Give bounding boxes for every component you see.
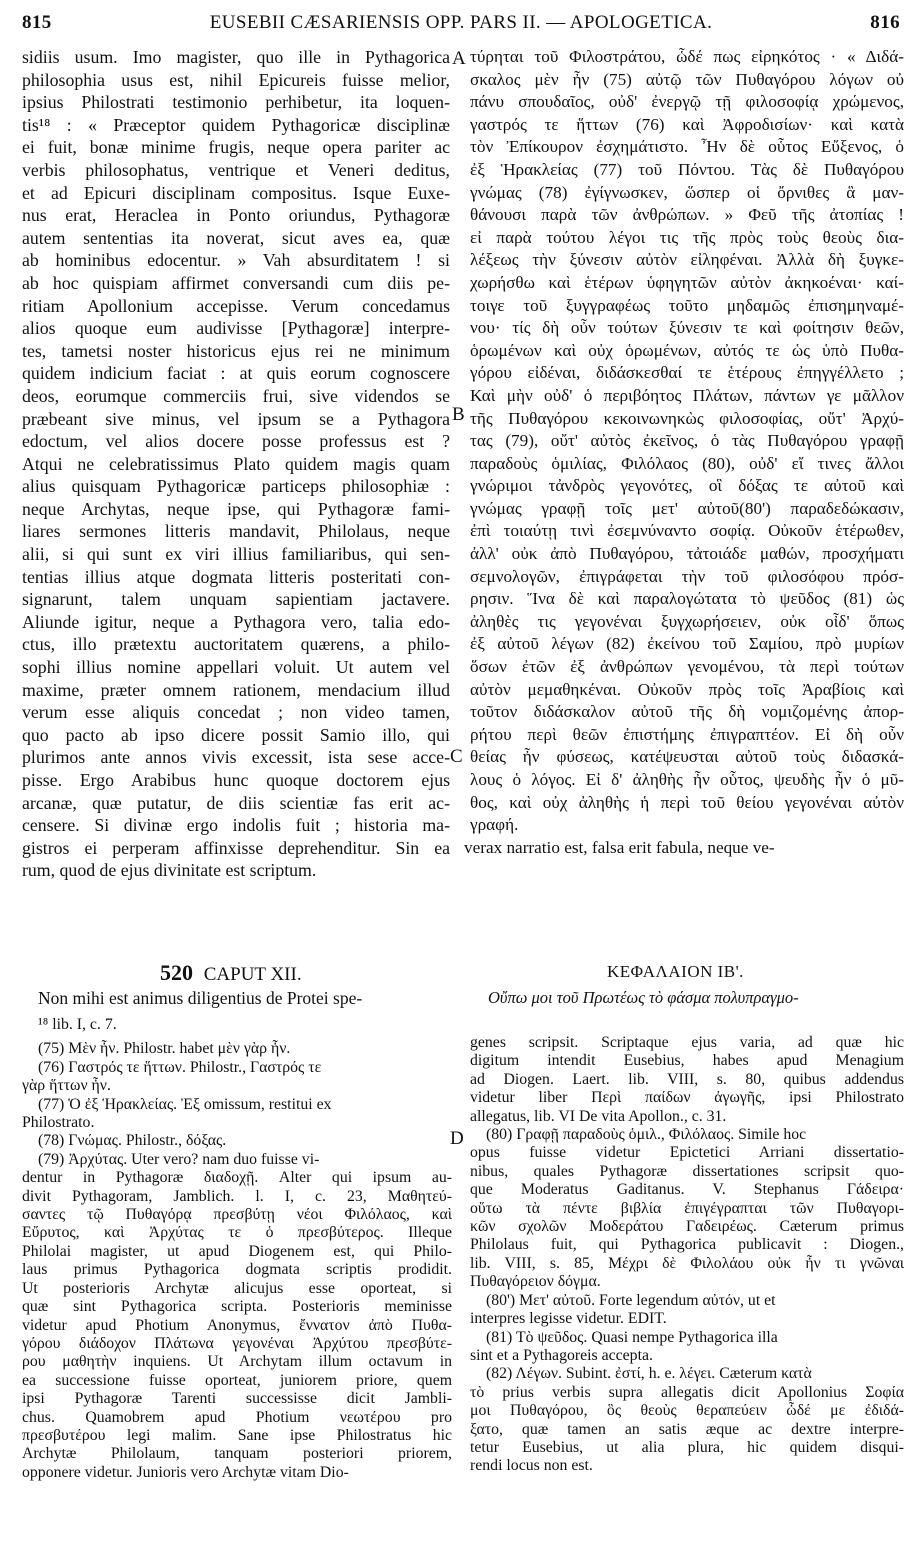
greek-text-line: τοῦτον διδάσκαλον αὐτοῦ τῆς δὴ νομιζομένης ἀπορ- xyxy=(470,702,904,722)
greek-text-line: ρησιν. Ἵνα δὲ καὶ παραλογώτατα τὸ ψεῦδος (81) ὡς xyxy=(470,589,904,609)
greek-text-line: νου· τίς δὴ οὖν τούτων ξύνεσιν τε καὶ φοίτησιν θεῶν, xyxy=(470,318,904,338)
margin-letter-b: B xyxy=(452,404,465,425)
latin-text-line: philosophia usus est, nihil Epicureis fuisse melior, xyxy=(22,69,450,90)
footnote-line: σαντες τῷ Πυθαγόρᾳ πρεσβύτῃ νέοι Φιλόλαος, καὶ xyxy=(22,1206,452,1224)
latin-text-line: ritiam Apollonium accepisse. Verum concedamus xyxy=(22,295,450,316)
footnote-line: (75) Μὲν ἦν. Philostr. habet μὲν γὰρ ἦν. xyxy=(38,1040,291,1058)
footnote-line: (80) Γραφῇ παραδοὺς ὁμιλ., Φιλόλαος. Simile hoc xyxy=(486,1126,807,1144)
footnote-line: sint et a Pythagoreis accepta. xyxy=(470,1346,653,1364)
footnote-line: ipsi Pythagoræ Tarenti successisse dicit Jambli- xyxy=(22,1390,452,1408)
greek-text-line: τας (79), οὔτ' αὐτὸς ἐκεῖνος, ὁ τὰς Πυθαγόρου γραφῇ xyxy=(470,431,904,451)
greek-text-line: γνώμας (78) ἐγίγνωσκεν, ὥσπερ οἱ ὄρνιθες ἃ μαν- xyxy=(470,182,904,202)
chapter-title-latin: CAPUT XII. xyxy=(203,964,302,985)
chapter-column-number: 520 xyxy=(160,960,193,985)
footnotes-right-column xyxy=(470,1034,904,1476)
latin-text-line: quidem indicium faciat : at quis eorum cognoscere xyxy=(22,363,450,384)
margin-letter-c: C xyxy=(450,746,463,767)
footnote-line: Philolaus fuit, qui Pythagorica publicavit : Diogen., xyxy=(470,1236,904,1254)
footnote-line: Philostrato. xyxy=(22,1114,95,1132)
footnote-line: Πυθαγόρειον δόγμα. xyxy=(470,1273,601,1291)
margin-letter-d: D xyxy=(450,1128,464,1149)
greek-text-line: τῆς Πυθαγόρου κεκοινωνηκὼς φιλοσοφίας, οὔτ' Ἀρχύ- xyxy=(470,408,904,428)
chapter-heading-greek: ΚΕΦΑΛΑΙΟΝ ΙΒ'. xyxy=(607,962,744,981)
footnote-line: tetur Eusebius, ut alia plura, hic quidem disqui- xyxy=(470,1438,904,1456)
chapter-summary-greek: Οὔπω μοι τοῦ Πρωτέως τὸ φάσμα πολυπραγμο- xyxy=(488,988,799,1007)
footnote-line: divit Pythagoram, Jamblich. l. I, c. 23, Μαθητεύ- xyxy=(22,1187,452,1205)
footnote-line: γόρου διάδοχον Πλάτωνα γεγονέναι Ἀρχύτου πρεσβύτε- xyxy=(22,1334,452,1352)
footnote-line: κῶν σχολῶν Μοδεράτου Γαδειρέως. Cæterum primus xyxy=(470,1218,904,1236)
latin-text-line: liares sermones litteris mandavit, Philolaus, neque xyxy=(22,521,450,542)
footnote-line: οὕτω τὰ πέντε βιβλία ἐπιγέγραπται τῶν Πυθαγορι- xyxy=(470,1199,904,1217)
footnote-line: μοι Πυθαγόρου, ὃς θεοὺς θεραπεύειν ὧδέ με ἐδιδά- xyxy=(470,1402,904,1420)
latin-text-line: neque Archytas, neque ipse, qui Pythagoræ fami- xyxy=(22,498,450,519)
greek-text-line: λέξεως τὴν ξύνεσιν αὐτὸν εἰληφέναι. Ἀλλὰ δὴ ξυγκε- xyxy=(470,250,904,270)
footnote-line: (78) Γνώμας. Philostr., δόξας. xyxy=(38,1132,227,1150)
footnote-line: ad Diogen. Laert. lib. VIII, s. 80, quibus addendus xyxy=(470,1070,904,1088)
footnote-line: Archytæ Philolaum, tanquam posteriori priorem, xyxy=(22,1445,452,1463)
greek-text-line: σεμνολογῶν, ἐπιγράφεται τὴν τοῦ φιλοσόφου πρόσ- xyxy=(470,566,904,586)
footnote-line: ρου μαθητὴν inquiens. Ut Archytam illum octavum in xyxy=(22,1353,452,1371)
footnote-line: (76) Γαστρός τε ἥττων. Philostr., Γαστρός τε xyxy=(38,1058,322,1076)
running-title: EUSEBII CÆSARIENSIS OPP. PARS II. — APOLOGETICA. xyxy=(209,12,713,33)
latin-text-line: gistros ei perperam affinxisse deprehenditur. Sin ea xyxy=(22,837,450,858)
chapter-summary-latin: Non mihi est animus diligentius de Protei spe- xyxy=(38,988,363,1008)
latin-text-line: plurimos ante annos vivis excessit, ista sese acce- xyxy=(22,747,450,768)
greek-text-line: verax narratio est, falsa erit fabula, neque ve- xyxy=(464,837,775,857)
footnote-line: dentur in Pythagoræ διαδοχῇ. Alter qui ipsum au- xyxy=(22,1169,452,1187)
greek-text-line: θος, καὶ οὐχ ἀληθὴς ἡ περὶ τοῦ θείου γεγονέναι αὐτὸν xyxy=(470,792,904,812)
latin-text-line: rum, quod de ejus divinitate est scriptum. xyxy=(22,860,317,881)
footnote-line: videtur liber Περὶ παίδων ἀγωγῆς, ipsi Philostrato xyxy=(470,1089,904,1107)
footnote-line: digitum intendit Eusebius, habes apud Menagium xyxy=(470,1052,904,1070)
latin-text-line: deos, eorumque commerciis frui, sive videndos se xyxy=(22,385,450,406)
latin-text-line: Aliunde igitur, neque a Pythagora vero, talia edo- xyxy=(22,611,450,632)
chapter-heading-latin xyxy=(160,960,302,986)
latin-text-line: præbeant sive minus, vel ipsum se a Pythagora xyxy=(22,408,450,429)
latin-text-line: tentias illius atque dogmata litteris posteritati con- xyxy=(22,566,450,587)
greek-text-line: ἀλλ' οὐκ ἀπὸ Πυθαγόρου, τἀτοιάδε μαθών, προσχήματι xyxy=(470,544,904,564)
footnote-line: Ut posterioris Archytæ alicujus esse oporteat, si xyxy=(22,1279,452,1297)
footnotes-left-column xyxy=(22,1016,452,1482)
footnote-line: opus fuisse videtur Epictetici Arriani dissertatio- xyxy=(470,1144,904,1162)
greek-text-line: πάνυ σπουδαῖος, οὐδ' ἐνεργῷ τῇ φιλοσοφίᾳ χρώμενος, xyxy=(470,92,904,112)
greek-text-line: τοιγε τοῦ ξυγγραφέως τοῦτο μηδαμῶς ἐπισημηναμέ- xyxy=(470,295,904,315)
footnote-line: que Moderatus Gaditanus. V. Stephanus Γάδειρα· xyxy=(470,1181,904,1199)
greek-text-line: παραδοὺς ὁμιλίας, Φιλόλαος (80), οὐδ' εἴ τινες ἄλλοι xyxy=(470,453,904,473)
greek-text-line: γνώμας γραφῇ τοῖς μετ' αὐτοῦ(80') παραδεδώκασιν, xyxy=(470,498,904,518)
latin-text-line: autem sententias ita noverat, sicut aves ea, quæ xyxy=(22,227,450,248)
footnote-line: allegatus, lib. VI De vita Apollon., c. 31. xyxy=(470,1107,727,1125)
latin-text-line: nus erat, Heraclea in Ponto oriundus, Pythagoræ xyxy=(22,205,450,226)
latin-text-line: pisse. Ergo Arabibus hunc quoque doctorem ejus xyxy=(22,770,450,790)
latin-text-line: sidiis usum. Imo magister, quo ille in Pythagorica xyxy=(22,47,450,67)
margin-letter-a: A xyxy=(452,48,466,69)
latin-text-line: ctus, illo prætextu auctoritatem quærens, a philo- xyxy=(22,634,450,655)
latin-text-line: sophi illius nomine appellari voluit. Ut autem vel xyxy=(22,657,450,678)
latin-text-line: ipsius Philostrati testimonio perhibetur, ita loquen- xyxy=(22,92,450,113)
footnote-line: opponere videtur. Junioris vero Archytæ vitam Dio- xyxy=(22,1463,349,1481)
footnote-line: πρεσβυτέρου legi malim. Sane ipse Philostratus hic xyxy=(22,1426,452,1444)
latin-text-line: ab hoc quispiam affirmet conversandi cum diis pe- xyxy=(22,272,450,293)
greek-text-column xyxy=(464,46,904,859)
footnote-line: γὰρ ἥττων ἦν. xyxy=(22,1077,111,1095)
greek-text-line: ὁρωμένων καὶ οὐχ ὁρωμένων, αὐτός τε ὡς ὑπὸ Πυθα- xyxy=(470,340,904,360)
latin-text-line: ei fuit, bonæ minime frugis, neque opera pariter ac xyxy=(22,137,450,158)
greek-text-line: ἀληθὲς τις γεγονέναι ξυγχωρήσειεν, οὐκ οἶδ' ὅπως xyxy=(470,611,904,631)
footnote-line: (80') Μετ' αὐτοῦ. Forte legendum αὐτόν, ut et xyxy=(486,1291,776,1309)
latin-text-line: edoctum, vel alios docere posse professus est ? xyxy=(22,431,450,452)
latin-text-line: maxime, præter omnem rationem, mendacium illud xyxy=(22,679,450,700)
footnote-line: lib. VIII, s. 85, Μέχρι δὲ Φιλολάου οὐκ ἦν τι γνῶναι xyxy=(470,1254,904,1272)
latin-text-line: verum esse aliquis concedat ; non video tamen, xyxy=(22,702,450,723)
greek-text-line: γόρου εἰδέναι, διδάσκεσθαί τε ἑτέρους ἐπηγγέλλετο ; xyxy=(470,363,904,383)
footnote-line: ξατο, quæ tamen an satis æque ac dextre interpre- xyxy=(470,1420,904,1438)
greek-text-line: γραφή. xyxy=(470,815,519,835)
latin-text-line: arcanæ, quæ putatur, de diis scientiæ fas erit ac- xyxy=(22,792,450,813)
greek-text-line: ἐξ Ἡρακλείας (77) τοῦ Πόντου. Τὰς δὲ Πυθαγόρου xyxy=(470,159,904,179)
footnote-line: (79) Ἀρχύτας. Uter vero? nam duo fuisse vi- xyxy=(38,1150,320,1168)
footnote-line: quæ sint Pythagorica scripta. Posterioris meminisse xyxy=(22,1298,452,1316)
footnote-line: laus primus Pythagorica dogmata scriptis prodidit. xyxy=(22,1261,452,1279)
footnote-line: (82) Λέγων. Subint. ἐστί, h. e. λέγει. Cæterum κατὰ xyxy=(486,1365,812,1383)
footnote-line: (77) Ὁ ἐξ Ἡρακλείας. Ἐξ omissum, restitui ex xyxy=(38,1095,332,1113)
greek-text-line: ρήτου περὶ θεῶν ἐπιστήμης ἐπιγραπτέον. Εἰ δὴ οὖν xyxy=(470,724,904,744)
latin-text-line: tes, tametsi noster historicus ejus rei ne minimum xyxy=(22,340,450,361)
greek-text-line: τὸν Ἐπίκουρον ἐσχημάτιστο. Ἦν δὲ οὗτος Εὔξενος, ὁ xyxy=(470,137,904,157)
greek-text-line: εἰ παρὰ τούτου λέγοι τις τῆς πρὸς τοὺς θεοὺς δια- xyxy=(470,227,904,247)
latin-text-line: Atqui ne celebratissimus Plato quidem magis quam xyxy=(22,453,450,474)
footnote-line: chus. Quamobrem apud Photium νεωτέρου pro xyxy=(22,1408,452,1426)
latin-text-line: verbis philosophatus, ventrique et Veneri deditus, xyxy=(22,159,450,180)
greek-text-line: θείας ἦν φύσεως, κατέψευσται αὐτοῦ τοὺς διδασκά- xyxy=(470,747,904,767)
footnote-line: τὸ prius verbis supra allegatis dicit Apollonius Σοφία xyxy=(470,1383,904,1401)
footnote-line: ea successione fuisse oporteat, juniorem priore, quem xyxy=(22,1371,452,1389)
latin-text-column xyxy=(22,46,450,882)
greek-text-line: θάνουσι παρὰ τῶν ἀνθρώπων. » Φεῦ τῆς ἀτοπίας ! xyxy=(470,205,904,225)
greek-text-line: τύρηται τοῦ Φιλοστράτου, ὧδέ πως εἰρηκότος · « Διδά- xyxy=(470,47,904,66)
latin-text-line: alius quisquam Pythagoricæ particeps philosophiæ : xyxy=(22,476,450,497)
footnote-line: Εὔρυτος, καὶ Ἀρχύτας τε ὁ πρεσβύτερος. Illeque xyxy=(22,1224,452,1242)
latin-text-line: et ad Epicuri disciplinam compositus. Isque Euxe- xyxy=(22,182,450,203)
footnote-line: genes scripsit. Scriptaque ejus varia, ad quæ hic xyxy=(470,1034,904,1051)
footnote-line: interpres legisse videtur. EDIT. xyxy=(470,1310,667,1328)
latin-text-line: tis¹⁸ : « Præceptor quidem Pythagoricæ disciplinæ xyxy=(22,114,450,135)
footnote-line: (81) Τὸ ψεῦδος. Quasi nempe Pythagorica illa xyxy=(486,1328,778,1346)
page-number-right: 816 xyxy=(870,12,900,33)
footnote-line: Philolai magister, ut apud Diogenem est, qui Philo- xyxy=(22,1242,452,1260)
greek-text-line: ὅσων ἐτῶν ἐξ ἀνθρώπων γενομένου, τὰ περὶ τούτων xyxy=(470,657,904,677)
latin-text-line: alios quoque eum audivisse [Pythagoræ] interpre- xyxy=(22,318,450,339)
page-number-left: 815 xyxy=(22,12,52,33)
latin-text-line: quo pacto ab ipso dicere possit Samio illo, qui xyxy=(22,724,450,745)
footnote-line: videtur apud Photium Anonymus, ἔννατον ἀπὸ Πυθα- xyxy=(22,1316,452,1334)
footnote-line: nibus, quales Pythagoræ dissertationes scripsit quo- xyxy=(470,1162,904,1180)
latin-text-line: signarunt, talem unquam sapientiam jactavere. xyxy=(22,589,450,610)
latin-text-line: alii, si qui sunt ex viri illius familiaribus, qui sen- xyxy=(22,544,450,565)
greek-text-line: Καὶ μὴν οὐδ' ὁ περιβόητος Πλάτων, πάντων γε μᾶλλον xyxy=(470,385,904,405)
greek-text-line: γνώριμοι τἀνδρὸς γεγονότες, οἳ δόξας τε αὐτοῦ καὶ xyxy=(470,476,904,496)
greek-text-line: αὐτὸν μεμαθηκέναι. Οὐκοῦν πρὸς τοῖς Ἀραβίοις καὶ xyxy=(470,679,904,699)
greek-text-line: ἐξ αὐτοῦ λέγων (82) ἐκείνου τοῦ Σαμίου, πρὸ μυρίων xyxy=(470,634,904,654)
footnote-line: ¹⁸ lib. I, c. 7. xyxy=(38,1016,117,1033)
running-header xyxy=(22,12,900,42)
greek-text-line: χωρήσθω καὶ ἑτέρων ὑφηγητῶν αὐτὸν ἀκηκοέναι· καί- xyxy=(470,272,904,292)
greek-text-line: ἐπὶ τοιαύτῃ τινὶ ἐσεμνύναντο σοφίᾳ. Οὐκοῦν ἑτέρωθεν, xyxy=(470,521,904,541)
greek-text-line: λους ὁ λόγος. Εἰ δ' ἀληθὴς ἦν οὗτος, ψευδὴς ἦν ὁ μῦ- xyxy=(470,770,904,789)
greek-text-line: σκαλος μὲν ἦν (75) αὐτῷ τῶν Πυθαγόρου λόγων οὐ xyxy=(470,69,904,89)
greek-text-line: γαστρός τε ἥττων (76) καὶ Ἀφροδισίων· καὶ κατὰ xyxy=(470,114,904,134)
footnote-line: rendi locus non est. xyxy=(470,1457,593,1475)
latin-text-line: censere. Si divinæ ergo indolis fuit ; historia ma- xyxy=(22,815,450,836)
latin-text-line: ab hominibus edocentur. » Vah absurditatem ! si xyxy=(22,250,450,271)
